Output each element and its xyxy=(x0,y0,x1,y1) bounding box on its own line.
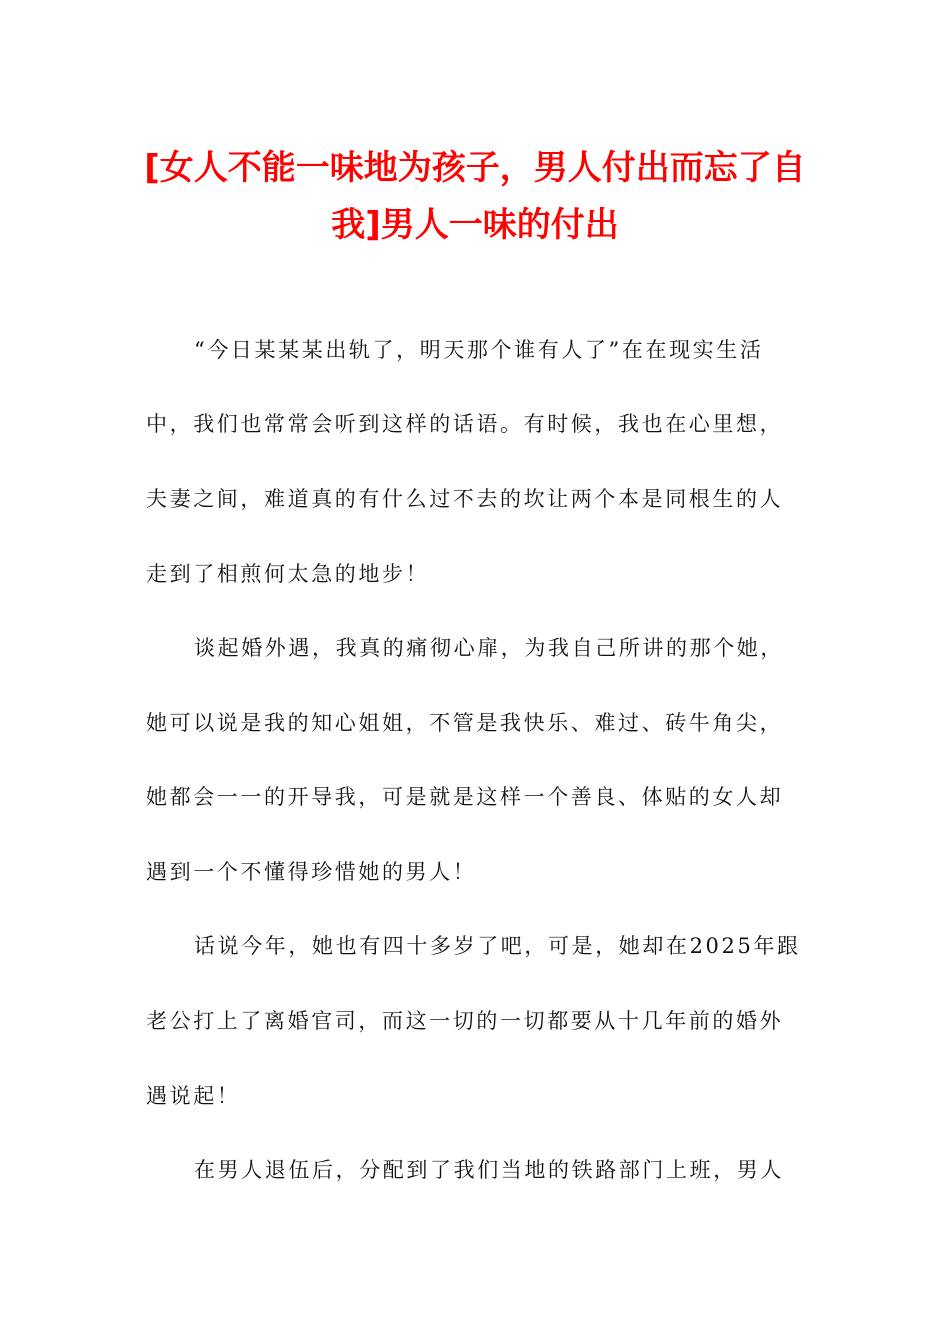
paragraph-line: 夫妻之间，难道真的有什么过不去的坎让两个本是同根生的人 xyxy=(146,487,784,511)
title-line: 我]男人一味的付出 xyxy=(331,205,619,245)
paragraph-line: 走到了相煎何太急的地步！ xyxy=(146,562,430,586)
paragraph-line: 她都会一一的开导我，可是就是这样一个善良、体贴的女人却 xyxy=(146,785,784,809)
paragraph-line: 遇说起！ xyxy=(146,1084,241,1108)
paragraph-line: 老公打上了离婚官司，而这一切的一切都要从十几年前的婚外 xyxy=(146,1009,784,1033)
paragraph-line: 在男人退伍后，分配到了我们当地的铁路部门上班，男人 xyxy=(194,1158,784,1182)
title-line: [女人不能一味地为孩子，男人付出而忘了自 xyxy=(144,148,806,188)
paragraph-line: 遇到一个不懂得珍惜她的男人！ xyxy=(146,860,477,884)
paragraph-line: 谈起婚外遇，我真的痛彻心扉，为我自己所讲的那个她， xyxy=(194,636,784,660)
paragraph-line: “今日某某某出轨了，明天那个谁有人了”在在现实生活 xyxy=(194,338,764,362)
paragraph-line: 话说今年，她也有四十多岁了吧，可是，她却在2025年跟 xyxy=(194,934,801,958)
paragraph-line: 中，我们也常常会听到这样的话语。有时候，我也在心里想， xyxy=(146,412,784,436)
document-title xyxy=(0,140,950,254)
paragraph-line: 她可以说是我的知心姐姐，不管是我快乐、难过、砖牛角尖， xyxy=(146,711,784,735)
